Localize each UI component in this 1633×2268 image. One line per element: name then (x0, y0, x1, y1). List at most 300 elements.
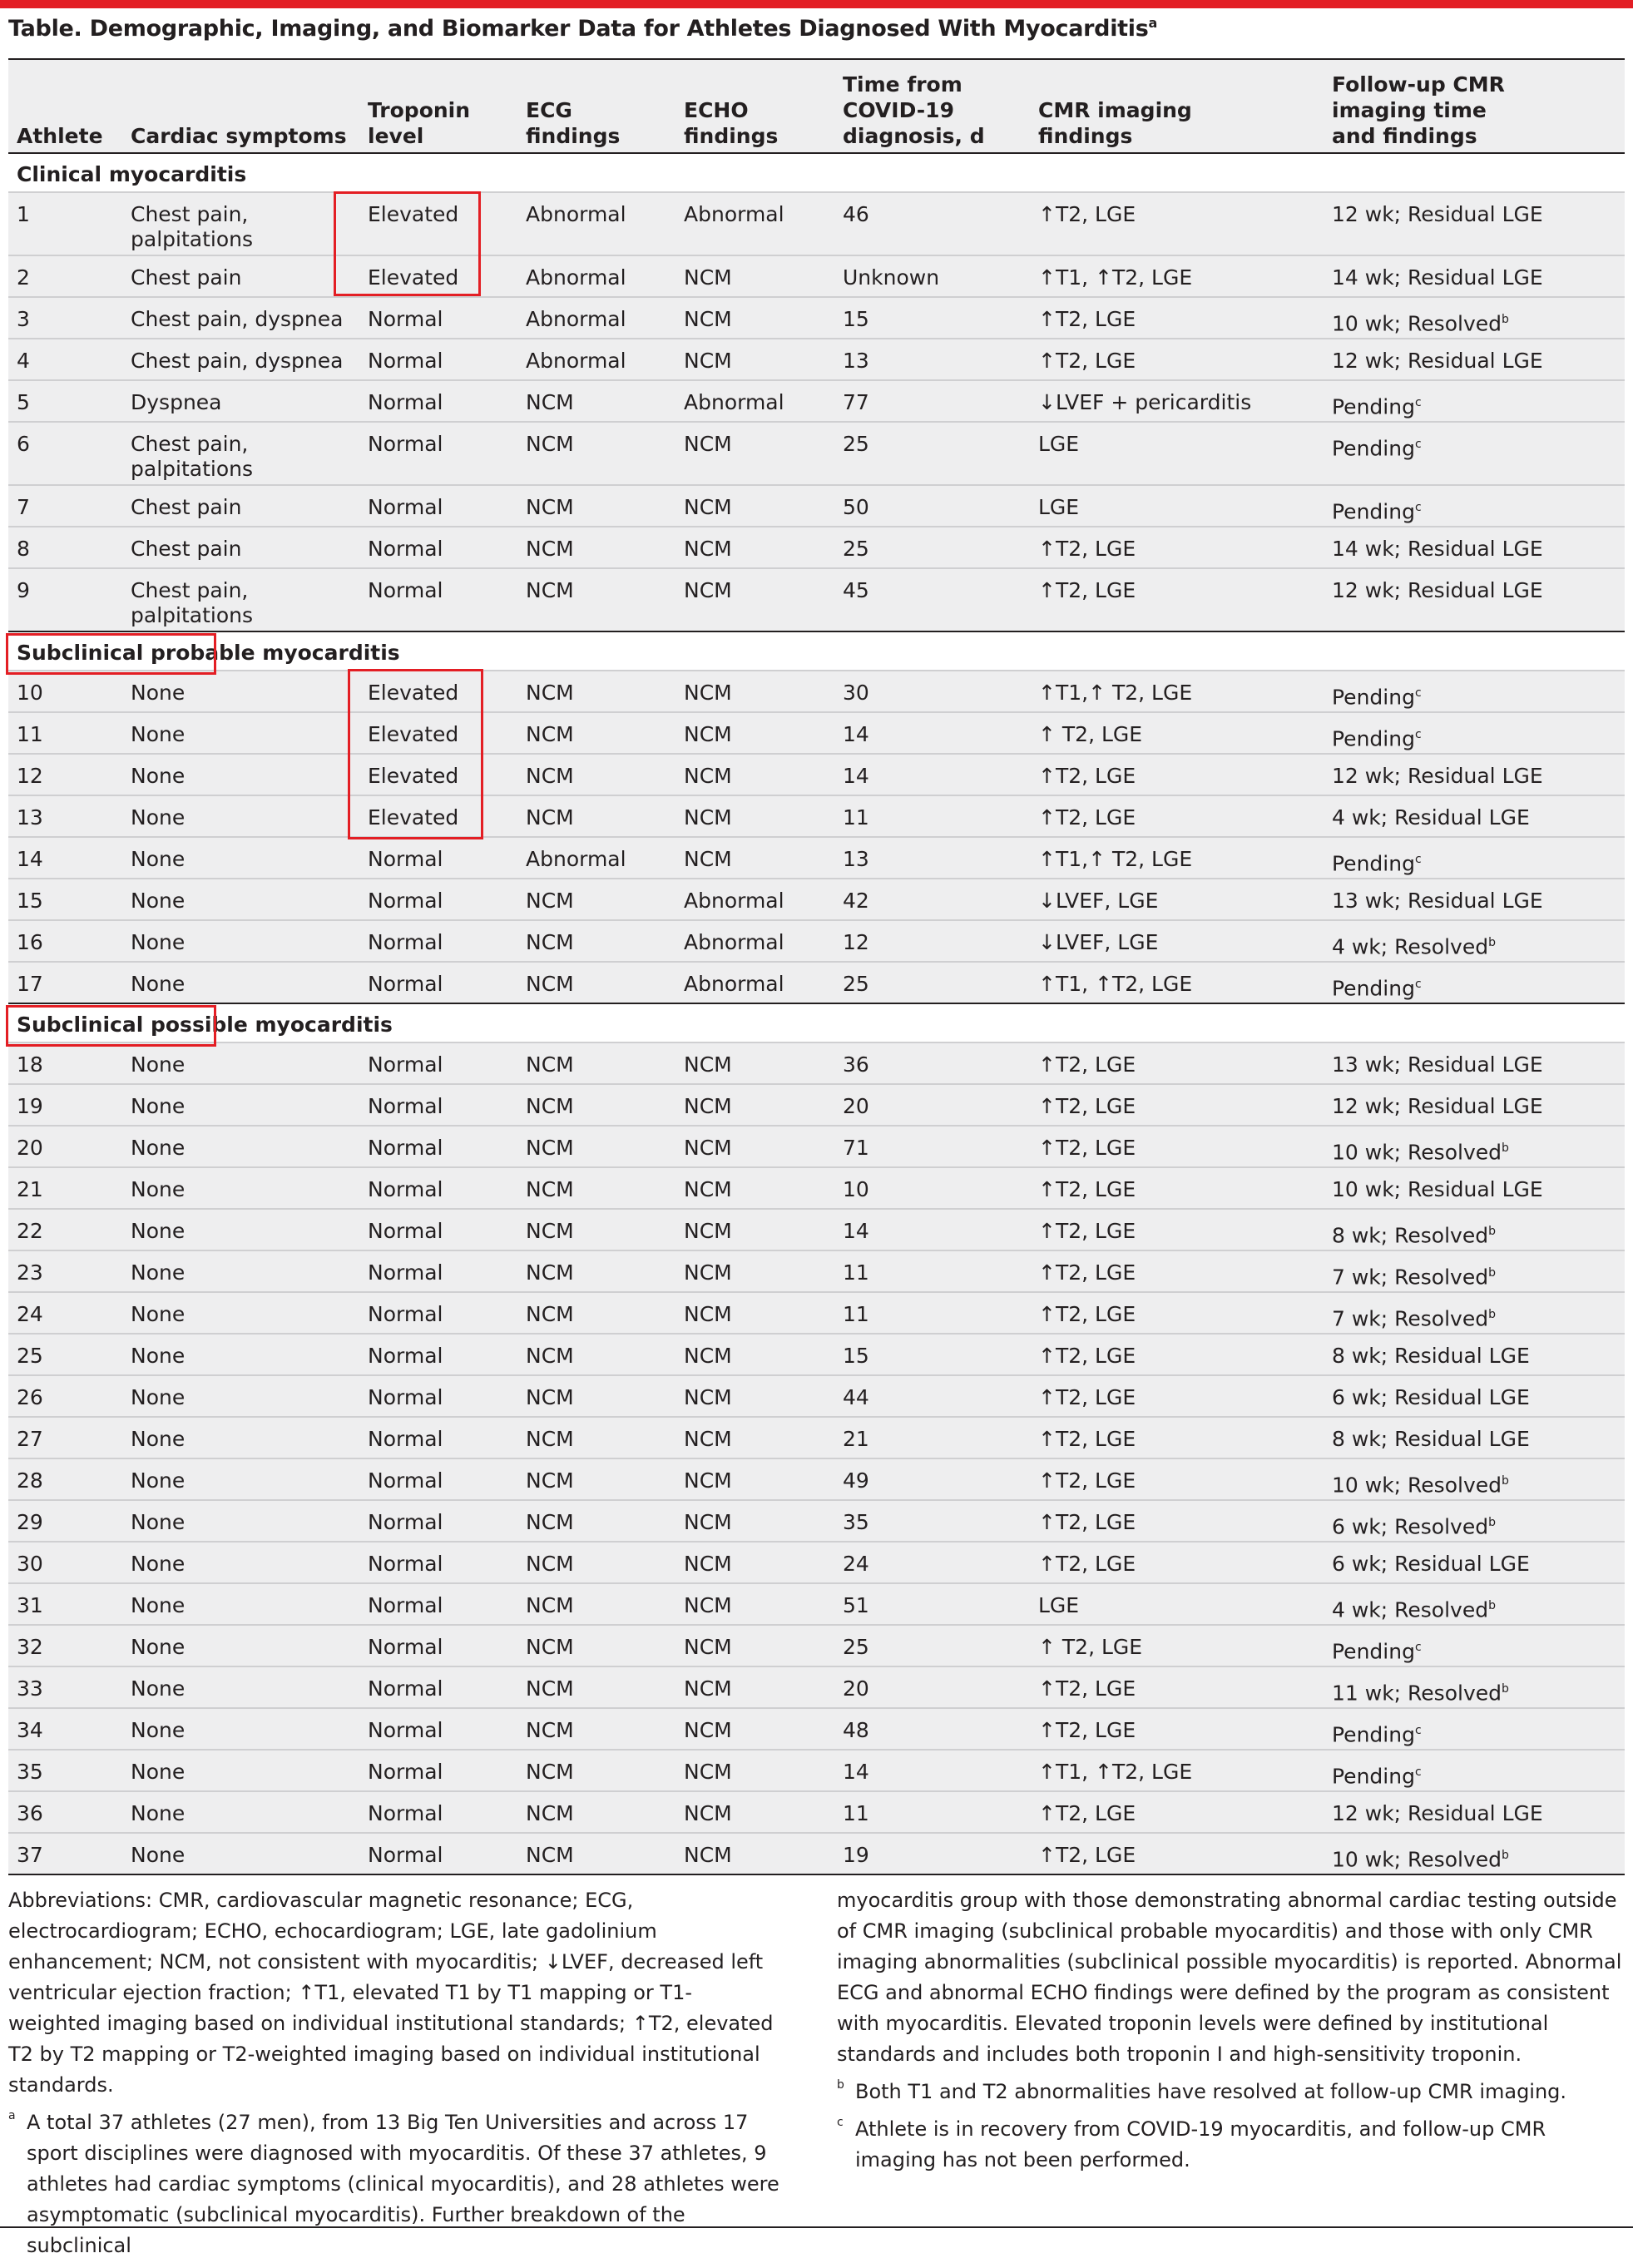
ecg-cell: NCM (526, 1552, 574, 1576)
ecg-cell: NCM (526, 495, 574, 519)
followup-text: 6 wk; Resolved (1332, 1514, 1489, 1539)
table-row (8, 838, 1625, 879)
athlete-cell: 25 (17, 1344, 43, 1368)
time-cell: 48 (843, 1718, 869, 1742)
section-label: Subclinical possible myocarditis (17, 1013, 393, 1037)
time-cell: 25 (843, 972, 869, 996)
footnote-mark: b (1502, 313, 1509, 326)
ecg-cell: NCM (526, 390, 574, 414)
time-cell: 11 (843, 1801, 869, 1825)
symptoms-cell: Chest pain (131, 495, 242, 519)
ecg-cell: NCM (526, 1676, 574, 1701)
echo-cell: Abnormal (684, 930, 784, 954)
echo-cell: NCM (684, 1344, 732, 1368)
followup-cell (1332, 1427, 1530, 1452)
time-cell: 77 (843, 390, 869, 414)
cmr-cell: ↑T2, LGE (1038, 1260, 1136, 1285)
followup-text: 8 wk; Residual LGE (1332, 1427, 1530, 1451)
cmr-cell: ↑T2, LGE (1038, 1302, 1136, 1326)
troponin-cell: Elevated (368, 202, 459, 226)
header-troponin-level: Troponin level (368, 98, 471, 148)
followup-cell (1332, 930, 1496, 959)
time-cell: 25 (843, 1635, 869, 1659)
footnotes-right (837, 1885, 1625, 2182)
cmr-cell: ↑T2, LGE (1038, 1468, 1136, 1493)
ecg-cell: NCM (526, 681, 574, 705)
footnote-mark: b (1502, 1682, 1509, 1696)
athlete-cell: 11 (17, 722, 43, 746)
troponin-cell: Normal (368, 495, 443, 519)
footnote-a-continued (837, 1885, 1625, 2070)
footnote-mark: c (1414, 438, 1422, 451)
footnote-mark: c (1414, 686, 1422, 700)
echo-cell: NCM (684, 1260, 732, 1285)
followup-cell (1332, 1136, 1509, 1165)
echo-cell: NCM (684, 1635, 732, 1659)
followup-cell (1332, 847, 1422, 876)
footnote-mark: b (1502, 1849, 1509, 1862)
ecg-cell: NCM (526, 1302, 574, 1326)
table-row (8, 1543, 1625, 1584)
athlete-cell: 22 (17, 1219, 43, 1243)
symptoms-cell: None (131, 1136, 186, 1160)
symptoms-cell: None (131, 764, 186, 788)
troponin-cell: Normal (368, 1635, 443, 1659)
time-cell: 25 (843, 432, 869, 456)
followup-text: Pending (1332, 685, 1415, 710)
time-cell: 14 (843, 764, 869, 788)
echo-cell: NCM (684, 1718, 732, 1742)
table-row (8, 671, 1625, 713)
followup-cell (1332, 265, 1543, 290)
table-row (8, 423, 1625, 486)
echo-cell: NCM (684, 805, 732, 829)
footnote-c-text: Athlete is in recovery from COVID-19 myocarditis, and follow-up CMR imaging has not been performed. (855, 2117, 1546, 2171)
symptoms-cell: None (131, 1552, 186, 1576)
athlete-cell: 13 (17, 805, 43, 829)
symptoms-cell: None (131, 1344, 186, 1368)
bottom-rule (0, 2226, 1633, 2228)
troponin-cell: Normal (368, 1801, 443, 1825)
cmr-cell: ↑T2, LGE (1038, 537, 1136, 561)
echo-cell: NCM (684, 1801, 732, 1825)
time-cell: 14 (843, 722, 869, 746)
followup-cell (1332, 495, 1422, 524)
echo-cell: NCM (684, 537, 732, 561)
time-cell: 24 (843, 1552, 869, 1576)
echo-cell: Abnormal (684, 390, 784, 414)
followup-text: 4 wk; Resolved (1332, 934, 1489, 959)
table-row (8, 1626, 1625, 1667)
ecg-cell: NCM (526, 1219, 574, 1243)
echo-cell: NCM (684, 1552, 732, 1576)
symptoms-cell: None (131, 1385, 186, 1409)
header-time-from-diagnosis: Time from COVID-19 diagnosis, d (843, 72, 985, 148)
athlete-cell: 29 (17, 1510, 43, 1534)
cmr-cell: ↑T2, LGE (1038, 1427, 1136, 1451)
table-row (8, 1751, 1625, 1792)
echo-cell: NCM (684, 1136, 732, 1160)
cmr-cell: ↓LVEF, LGE (1038, 889, 1159, 913)
troponin-cell: Normal (368, 1302, 443, 1326)
athlete-cell: 3 (17, 307, 30, 331)
followup-cell (1332, 722, 1422, 751)
time-cell: 42 (843, 889, 869, 913)
followup-text: Pending (1332, 1722, 1415, 1747)
footnote-b (837, 2077, 1625, 2107)
footnote-mark: c (1414, 396, 1422, 409)
athlete-cell: 32 (17, 1635, 43, 1659)
time-cell: 10 (843, 1177, 869, 1201)
followup-cell (1332, 681, 1422, 710)
athlete-cell: 30 (17, 1552, 43, 1576)
ecg-cell: NCM (526, 1344, 574, 1368)
ecg-cell: Abnormal (526, 307, 626, 331)
athlete-cell: 19 (17, 1094, 43, 1118)
section-row (8, 1004, 1625, 1043)
symptoms-cell: None (131, 1094, 186, 1118)
footnote-a-text-continued: myocarditis group with those demonstrating abnormal cardiac testing outside of CMR imaging (subclinical probable myocarditis) and those with only CMR imaging abnormalities (subclinical possible myocarditis) is reported. Abnormal ECG and abnormal ECHO findings were defined by the program as consistent with myocarditis. Elevated troponin levels were defined by institutional standards and includes both troponin I and high-sensitivity troponin. (837, 1889, 1622, 2066)
footnote-mark: c (1414, 728, 1422, 741)
troponin-cell: Normal (368, 1593, 443, 1617)
troponin-cell: Normal (368, 349, 443, 373)
ecg-cell: NCM (526, 537, 574, 561)
cmr-cell: ↓LVEF + pericarditis (1038, 390, 1252, 414)
athlete-cell: 16 (17, 930, 43, 954)
section-row (8, 154, 1625, 193)
table-row (8, 796, 1625, 838)
troponin-cell: Normal (368, 1718, 443, 1742)
time-cell: 11 (843, 805, 869, 829)
footnote-mark: b (1488, 936, 1496, 949)
footnote-a-text: A total 37 athletes (27 men), from 13 Big Ten Universities and across 17 sport disciplines were diagnosed with myocarditis. Of these 37 athletes, 9 athletes had cardiac symptoms (clinical myocarditis), and 28 athletes were asymptomatic (subclinical myocarditis). Further breakdown of the subclinical (27, 2111, 779, 2257)
header-cmr-findings: CMR imaging findings (1038, 98, 1192, 148)
ecg-cell: NCM (526, 1052, 574, 1077)
cmr-cell: ↑T2, LGE (1038, 1676, 1136, 1701)
followup-cell (1332, 1510, 1496, 1539)
followup-text: 6 wk; Residual LGE (1332, 1385, 1530, 1409)
footnote-a-mark: a (8, 2109, 16, 2122)
header-ecg-findings: ECG findings (526, 98, 621, 148)
cmr-cell: ↑T1, ↑T2, LGE (1038, 972, 1193, 996)
echo-cell: NCM (684, 1427, 732, 1451)
troponin-cell: Normal (368, 1052, 443, 1077)
cmr-cell: ↑T2, LGE (1038, 764, 1136, 788)
section-label: Clinical myocarditis (17, 162, 247, 186)
echo-cell: NCM (684, 432, 732, 456)
table-row (8, 879, 1625, 921)
cmr-cell: ↑T2, LGE (1038, 1177, 1136, 1201)
section-label: Subclinical probable myocarditis (17, 641, 400, 665)
athlete-cell: 18 (17, 1052, 43, 1077)
symptoms-cell: None (131, 847, 186, 871)
followup-text: 10 wk; Resolved (1332, 1473, 1502, 1498)
troponin-cell: Normal (368, 1427, 443, 1451)
header-athlete: Athlete (17, 124, 103, 148)
ecg-cell: Abnormal (526, 265, 626, 290)
athlete-cell: 9 (17, 578, 30, 602)
troponin-cell: Normal (368, 1219, 443, 1243)
time-cell: 14 (843, 1219, 869, 1243)
troponin-cell: Normal (368, 847, 443, 871)
time-cell: 12 (843, 930, 869, 954)
ecg-cell: NCM (526, 722, 574, 746)
echo-cell: NCM (684, 1468, 732, 1493)
data-table (8, 58, 1625, 1875)
followup-text: 4 wk; Residual LGE (1332, 805, 1530, 829)
cmr-cell: ↑T1,↑ T2, LGE (1038, 681, 1193, 705)
table-row (8, 1335, 1625, 1376)
time-cell: 15 (843, 1344, 869, 1368)
followup-text: 12 wk; Residual LGE (1332, 1801, 1543, 1825)
troponin-cell: Normal (368, 889, 443, 913)
cmr-cell: ↑T2, LGE (1038, 1510, 1136, 1534)
table-row (8, 1293, 1625, 1335)
echo-cell: NCM (684, 1094, 732, 1118)
echo-cell: NCM (684, 1052, 732, 1077)
header-cardiac-symptoms: Cardiac symptoms (131, 124, 347, 148)
ecg-cell: Abnormal (526, 202, 626, 226)
symptoms-cell: None (131, 1052, 186, 1077)
followup-cell (1332, 578, 1543, 603)
echo-cell: NCM (684, 578, 732, 602)
cmr-cell: ↑T2, LGE (1038, 1136, 1136, 1160)
ecg-cell: NCM (526, 1094, 574, 1118)
ecg-cell: NCM (526, 1385, 574, 1409)
echo-cell: Abnormal (684, 972, 784, 996)
cmr-cell: ↑T2, LGE (1038, 202, 1136, 226)
cmr-cell: ↑T2, LGE (1038, 1344, 1136, 1368)
table-title (8, 15, 1157, 42)
cmr-cell: ↑T1, ↑T2, LGE (1038, 1760, 1193, 1784)
athlete-cell: 2 (17, 265, 30, 290)
cmr-cell: ↑T1, ↑T2, LGE (1038, 265, 1193, 290)
cmr-cell: ↑T2, LGE (1038, 1843, 1136, 1867)
troponin-cell: Normal (368, 1676, 443, 1701)
echo-cell: NCM (684, 764, 732, 788)
footnote-c (837, 2114, 1625, 2176)
symptoms-cell: Chest pain, palpitations (131, 578, 253, 627)
table-row (8, 1667, 1625, 1709)
cmr-cell: LGE (1038, 1593, 1080, 1617)
top-red-rule (0, 0, 1633, 8)
time-cell: 30 (843, 681, 869, 705)
followup-text: 13 wk; Residual LGE (1332, 1052, 1543, 1077)
cmr-cell: ↑ T2, LGE (1038, 722, 1143, 746)
footnote-mark: b (1488, 1266, 1496, 1280)
followup-text: 12 wk; Residual LGE (1332, 1094, 1543, 1118)
echo-cell: Abnormal (684, 889, 784, 913)
followup-cell (1332, 349, 1543, 374)
symptoms-cell: None (131, 681, 186, 705)
followup-cell (1332, 1219, 1496, 1248)
ecg-cell: NCM (526, 1510, 574, 1534)
table-row (8, 1168, 1625, 1210)
cmr-cell: LGE (1038, 432, 1080, 456)
followup-cell (1332, 1718, 1422, 1747)
footnote-mark: b (1488, 1308, 1496, 1321)
troponin-cell: Elevated (368, 764, 459, 788)
troponin-cell: Normal (368, 578, 443, 602)
table-row (8, 486, 1625, 527)
footnote-a (8, 2107, 782, 2261)
ecg-cell: NCM (526, 1136, 574, 1160)
ecg-cell: NCM (526, 1593, 574, 1617)
table-row (8, 569, 1625, 632)
table-row (8, 1376, 1625, 1418)
echo-cell: NCM (684, 1219, 732, 1243)
followup-cell (1332, 1302, 1496, 1331)
followup-text: 12 wk; Residual LGE (1332, 764, 1543, 788)
table-row (8, 1709, 1625, 1751)
footnote-mark: b (1502, 1141, 1509, 1155)
ecg-cell: NCM (526, 972, 574, 996)
time-cell: 35 (843, 1510, 869, 1534)
followup-text: Pending (1332, 436, 1415, 461)
troponin-cell: Normal (368, 432, 443, 456)
echo-cell: NCM (684, 1676, 732, 1701)
symptoms-cell: None (131, 1718, 186, 1742)
symptoms-cell: None (131, 1635, 186, 1659)
athlete-cell: 4 (17, 349, 30, 373)
table-row (8, 193, 1625, 256)
followup-cell (1332, 537, 1543, 562)
ecg-cell: NCM (526, 1427, 574, 1451)
symptoms-cell: None (131, 805, 186, 829)
symptoms-cell: None (131, 1843, 186, 1867)
time-cell: 50 (843, 495, 869, 519)
table-body (8, 154, 1625, 1875)
cmr-cell: ↑T2, LGE (1038, 307, 1136, 331)
followup-cell (1332, 1635, 1422, 1664)
followup-cell (1332, 1760, 1422, 1789)
athlete-cell: 31 (17, 1593, 43, 1617)
ecg-cell: Abnormal (526, 847, 626, 871)
cmr-cell: ↑T2, LGE (1038, 1219, 1136, 1243)
footnote-b-text: Both T1 and T2 abnormalities have resolved at follow-up CMR imaging. (855, 2080, 1567, 2103)
followup-text: 12 wk; Residual LGE (1332, 202, 1543, 226)
followup-cell (1332, 1593, 1496, 1622)
cmr-cell: ↑T2, LGE (1038, 1801, 1136, 1825)
athlete-cell: 15 (17, 889, 43, 913)
echo-cell: NCM (684, 722, 732, 746)
followup-text: Pending (1332, 1764, 1415, 1789)
footnote-mark: c (1414, 1724, 1422, 1737)
followup-cell (1332, 1094, 1543, 1119)
ecg-cell: NCM (526, 578, 574, 602)
followup-cell (1332, 1260, 1496, 1290)
time-cell: 20 (843, 1094, 869, 1118)
time-cell: 46 (843, 202, 869, 226)
troponin-cell: Normal (368, 1177, 443, 1201)
followup-text: Pending (1332, 499, 1415, 524)
table-row (8, 1210, 1625, 1251)
cmr-cell: ↑T2, LGE (1038, 805, 1136, 829)
ecg-cell: NCM (526, 1801, 574, 1825)
followup-cell (1332, 1052, 1543, 1077)
followup-text: 14 wk; Residual LGE (1332, 537, 1543, 561)
followup-text: 14 wk; Residual LGE (1332, 265, 1543, 290)
followup-cell (1332, 1552, 1530, 1577)
echo-cell: NCM (684, 1510, 732, 1534)
table-row (8, 298, 1625, 339)
symptoms-cell: None (131, 1676, 186, 1701)
footnote-mark: b (1488, 1225, 1496, 1238)
header-echo-findings: ECHO findings (684, 98, 779, 148)
troponin-cell: Elevated (368, 722, 459, 746)
echo-cell: NCM (684, 349, 732, 373)
athlete-cell: 10 (17, 681, 43, 705)
followup-cell (1332, 764, 1543, 789)
time-cell: 51 (843, 1593, 869, 1617)
athlete-cell: 34 (17, 1718, 43, 1742)
symptoms-cell: None (131, 1468, 186, 1493)
echo-cell: NCM (684, 265, 732, 290)
ecg-cell: NCM (526, 930, 574, 954)
troponin-cell: Normal (368, 537, 443, 561)
footnote-mark: c (1414, 1765, 1422, 1779)
section-row (8, 632, 1625, 671)
troponin-cell: Normal (368, 1510, 443, 1534)
troponin-cell: Normal (368, 1136, 443, 1160)
table-row (8, 921, 1625, 963)
table-title-text: Table. Demographic, Imaging, and Biomarker Data for Athletes Diagnosed With Myocarditis (8, 16, 1149, 42)
symptoms-cell: None (131, 1219, 186, 1243)
cmr-cell: ↑T2, LGE (1038, 1052, 1136, 1077)
ecg-cell: NCM (526, 805, 574, 829)
time-cell: 44 (843, 1385, 869, 1409)
cmr-cell: ↓LVEF, LGE (1038, 930, 1159, 954)
ecg-cell: NCM (526, 1843, 574, 1867)
footnote-b-mark: b (837, 2078, 844, 2092)
cmr-cell: ↑T2, LGE (1038, 1385, 1136, 1409)
time-cell: 19 (843, 1843, 869, 1867)
troponin-cell: Normal (368, 1094, 443, 1118)
table-row (8, 1584, 1625, 1626)
followup-cell (1332, 202, 1543, 227)
table-row (8, 381, 1625, 423)
ecg-cell: NCM (526, 764, 574, 788)
table-row (8, 1834, 1625, 1875)
ecg-cell: Abnormal (526, 349, 626, 373)
ecg-cell: NCM (526, 1468, 574, 1493)
time-cell: 13 (843, 847, 869, 871)
athlete-cell: 37 (17, 1843, 43, 1867)
followup-text: 10 wk; Residual LGE (1332, 1177, 1543, 1201)
followup-text: 4 wk; Resolved (1332, 1597, 1489, 1622)
ecg-cell: NCM (526, 1635, 574, 1659)
symptoms-cell: Dyspnea (131, 390, 222, 414)
time-cell: 21 (843, 1427, 869, 1451)
followup-text: 7 wk; Resolved (1332, 1306, 1489, 1331)
followup-cell (1332, 1843, 1509, 1872)
cmr-cell: ↑T1,↑ T2, LGE (1038, 847, 1193, 871)
troponin-cell: Normal (368, 1843, 443, 1867)
followup-cell (1332, 1344, 1530, 1369)
ecg-cell: NCM (526, 1177, 574, 1201)
time-cell: 14 (843, 1760, 869, 1784)
followup-text: 10 wk; Resolved (1332, 1847, 1502, 1872)
symptoms-cell: None (131, 1177, 186, 1201)
abbreviations-note: Abbreviations: CMR, cardiovascular magnetic resonance; ECG, electrocardiogram; ECHO, echocardiogram; LGE, late gadolinium enhancement; NCM, not consistent with myocarditis; ↓LVEF, decreased left ventricular ejection fraction; ↑T1, elevated T1 by T1 mapping or T1-weighted imaging based on individual institutional standards; ↑T2, elevated T2 by T2 mapping or T2-weighted imaging based on individual institutional standards. (8, 1889, 774, 2097)
athlete-cell: 14 (17, 847, 43, 871)
followup-text: 8 wk; Residual LGE (1332, 1344, 1530, 1368)
troponin-cell: Normal (368, 1260, 443, 1285)
symptoms-cell: Chest pain (131, 265, 242, 290)
athlete-cell: 35 (17, 1760, 43, 1784)
athlete-cell: 17 (17, 972, 43, 996)
followup-text: 10 wk; Resolved (1332, 1140, 1502, 1165)
